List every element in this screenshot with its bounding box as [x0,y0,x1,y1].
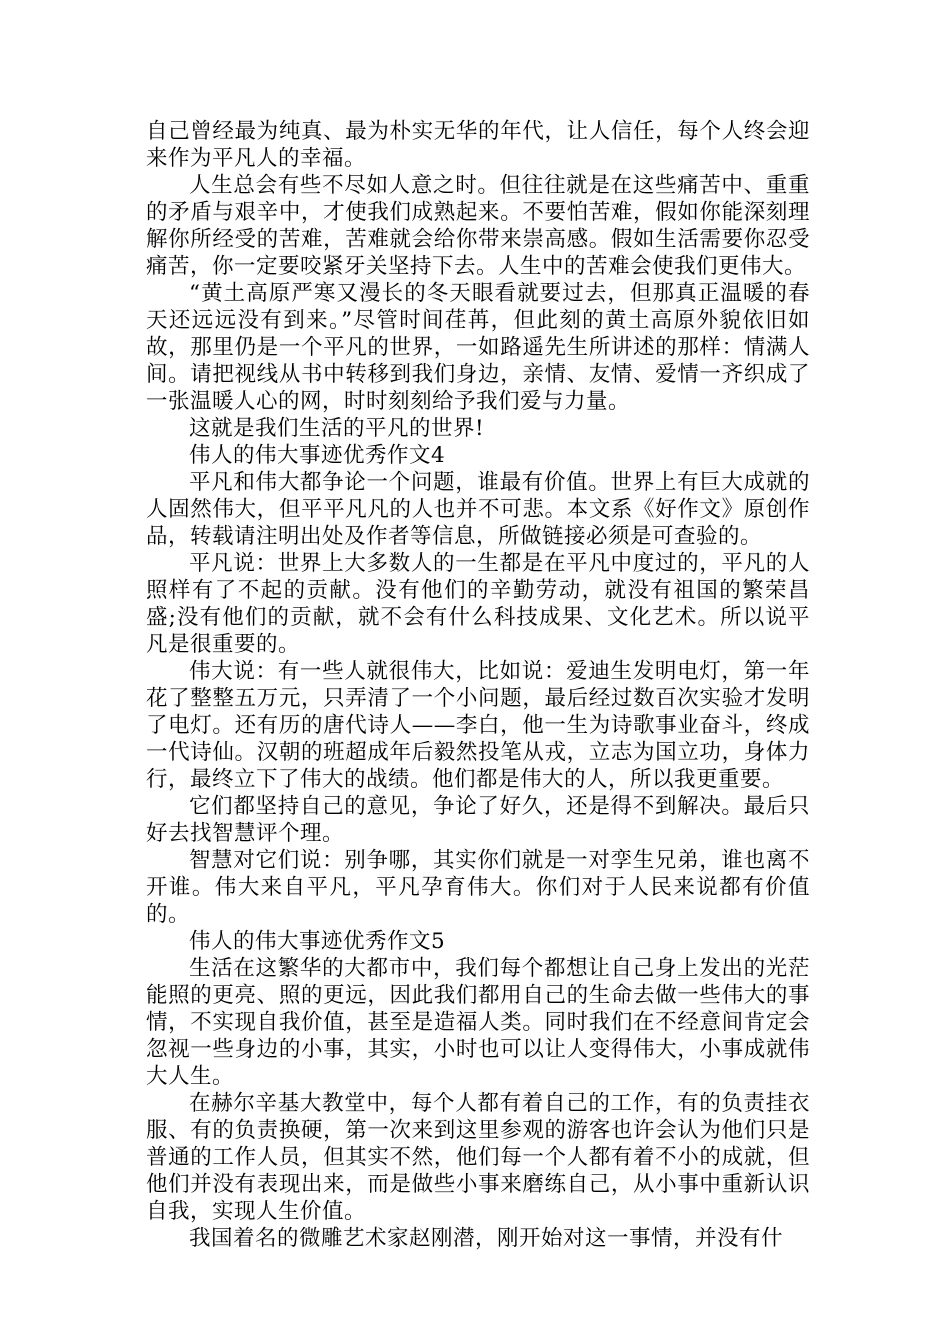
paragraph: 这就是我们生活的平凡的世界! [189,416,485,441]
paragraph: 我国着名的微雕艺术家赵刚潜，刚开始对这一事情，并没有什 [189,1226,784,1251]
paragraph: 在赫尔辛基大教堂中，每个人都有着自己的工作，有的负责挂衣服、有的负责换硬，第一次来到这里参观的游客也许会认为他们只是普通的工作人员，但其实不然，他们每一个人都有着不小的成就，但他们并没有表现出来，而是做些小事来磨练自己，从小事中重新认识自我，实现人生价值。 [146,1091,810,1224]
paragraph-continuation: 自己曾经最为纯真、最为朴实无华的年代，让人信任，每个人终会迎来作为平凡人的幸福。 [146,119,810,171]
paragraph: 它们都坚持自己的意见，争论了好久，还是得不到解决。最后只好去找智慧评个理。 [146,794,810,846]
paragraph: 平凡说：世界上大多数人的一生都是在平凡中度过的，平凡的人照样有了不起的贡献。没有他们的辛勤劳动，就没有祖国的繁荣昌盛;没有他们的贡献，就不会有什么科技成果、文化艺术。所以说平凡是很重要的。 [146,551,810,657]
document-body [146,118,810,1252]
paragraph: 生活在这繁华的大都市中，我们每个都想让自己身上发出的光茫能照的更亮、照的更远，因此我们都用自己的生命去做一些伟大的事情，不实现自我价值，甚至是造福人类。同时我们在不经意间肯定会忽视一些身边的小事，其实，小时也可以让人变得伟大，小事成就伟大人生。 [146,956,810,1089]
paragraph: 平凡和伟大都争论一个问题，谁最有价值。世界上有巨大成就的人固然伟大，但平平凡凡的人也并不可悲。本文系《好作文》原创作品，转载请注明出处及作者等信息，所做链接必须是可查验的。 [146,470,810,549]
paragraph: 智慧对它们说：别争哪，其实你们就是一对孪生兄弟，谁也离不开谁。伟大来自平凡，平凡孕育伟大。你们对于人民来说都有价值的。 [146,848,810,927]
paragraph: “黄土高原严寒又漫长的冬天眼看就要过去，但那真正温暖的春天还远远没有到来。”尽管时间荏苒，但此刻的黄土高原外貌依旧如故，那里仍是一个平凡的世界，一如路遥先生所讲述的那样：情满人间。请把视线从书中转移到我们身边，亲情、友情、爱情一齐织成了一张温暖人心的网，时时刻刻给予我们爱与力量。 [146,281,810,414]
section-heading: 伟人的伟大事迹优秀作文5 [189,929,446,954]
paragraph: 人生总会有些不尽如人意之时。但往往就是在这些痛苦中、重重的矛盾与艰辛中，才使我们成熟起来。不要怕苦难，假如你能深刻理解你所经受的苦难，苦难就会给你带来崇高感。假如生活需要你忍受痛苦，你一定要咬紧牙关坚持下去。人生中的苦难会使我们更伟大。 [146,173,810,279]
paragraph: 伟大说：有一些人就很伟大，比如说：爱迪生发明电灯，第一年花了整整五万元，只弄清了一个小问题，最后经过数百次实验才发明了电灯。还有历的唐代诗人——李白，他一生为诗歌事业奋斗，终成一代诗仙。汉朝的班超成年后毅然投笔从戎，立志为国立功，身体力行，最终立下了伟大的战绩。他们都是伟大的人，所以我更重要。 [146,659,810,792]
section-heading: 伟人的伟大事迹优秀作文4 [189,443,446,468]
